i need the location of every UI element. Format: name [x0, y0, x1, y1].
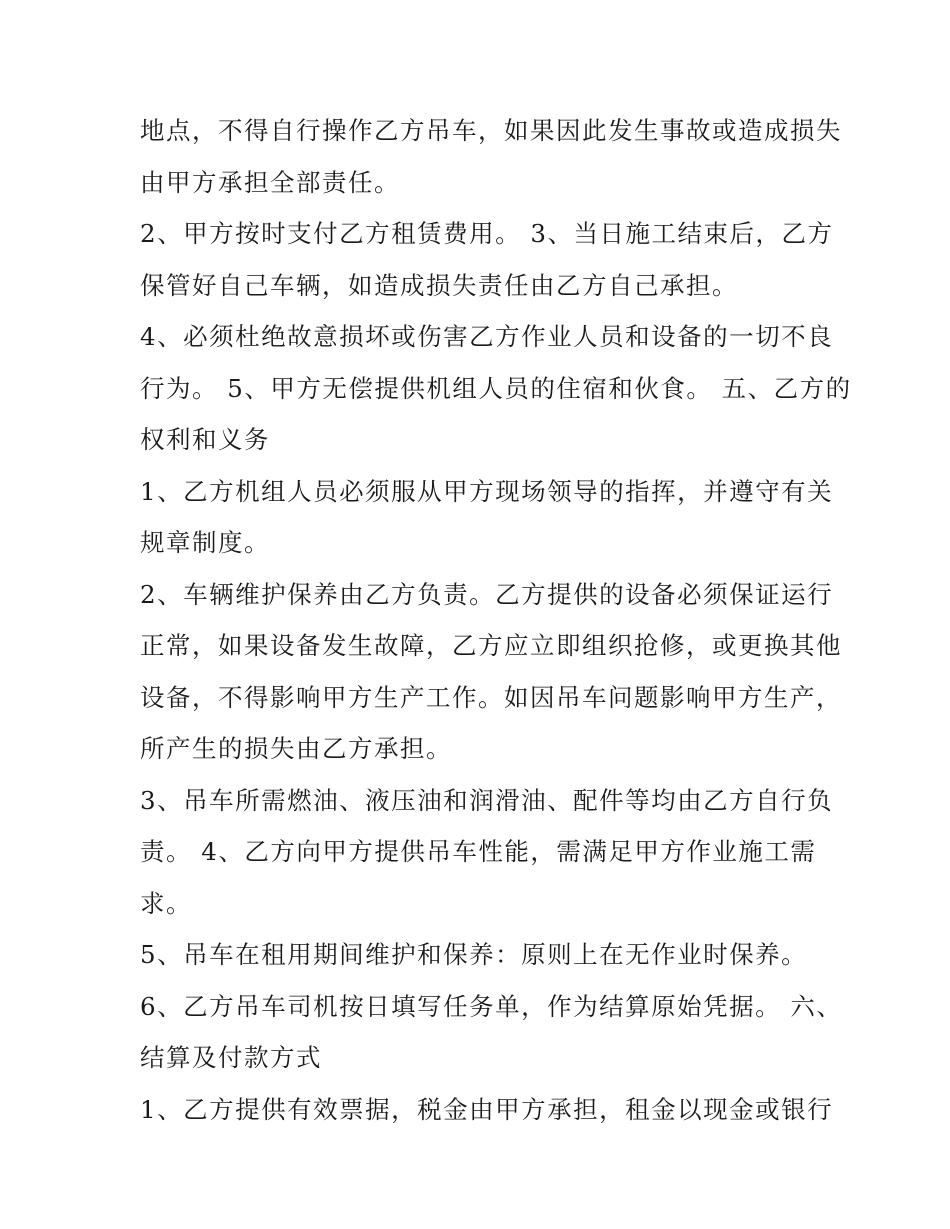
text-line: 规章制度。: [140, 528, 270, 557]
text-line: 保管好自己车辆，如造成损失责任由乙方自己承担。: [140, 270, 738, 300]
text-line: 3、吊车所需燃油、液压油和润滑油、配件等均由乙方自行负: [140, 785, 834, 815]
document-body: [140, 105, 852, 1135]
text-line: 由甲方承担全部责任。: [140, 167, 400, 197]
text-line: 责。 4、乙方向甲方提供吊车性能，需满足甲方作业施工需: [140, 837, 817, 866]
text-line: 1、乙方提供有效票据，税金由甲方承担，租金以现金或银行: [140, 1094, 834, 1124]
text-line: 地点，不得自行操作乙方吊车，如果因此发生事故或造成损失: [140, 116, 842, 145]
text-line: 权利和义务: [140, 425, 270, 454]
text-line: 4、必须杜绝故意损坏或伤害乙方作业人员和设备的一切不良: [140, 322, 834, 351]
text-line: 设备，不得影响甲方生产工作。如因吊车问题影响甲方生产，: [140, 682, 842, 712]
text-line: 6、乙方吊车司机按日填写任务单，作为结算原始凭据。 六、: [140, 991, 843, 1021]
text-line: 5、吊车在租用期间维护和保养：原则上在无作业时保养。: [140, 940, 808, 969]
text-line: 求。: [140, 888, 192, 918]
text-line: 行为。 5、甲方无偿提供机组人员的住宿和伙食。 五、乙方的: [140, 373, 852, 403]
text-line: 正常，如果设备发生故障，乙方应立即组织抢修，或更换其他: [140, 631, 842, 660]
text-line: 2、甲方按时支付乙方租赁费用。 3、当日施工结束后，乙方: [140, 219, 834, 248]
text-line: 所产生的损失由乙方承担。: [140, 734, 452, 763]
text-line: 1、乙方机组人员必须服从甲方现场领导的指挥，并遵守有关: [140, 476, 834, 506]
text-line: 结算及付款方式: [140, 1043, 322, 1072]
text-line: 2、车辆维护保养由乙方负责。乙方提供的设备必须保证运行: [140, 579, 834, 609]
